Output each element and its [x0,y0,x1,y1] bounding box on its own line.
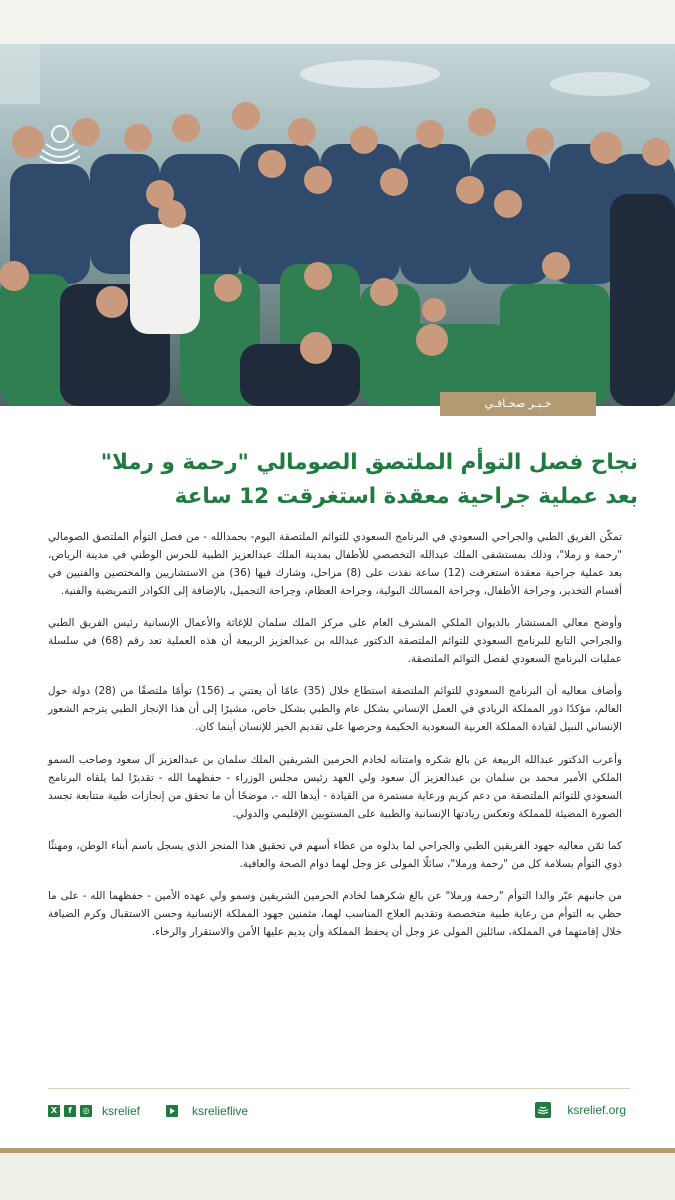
facebook-icon[interactable]: f [64,1105,76,1117]
article-title [40,446,638,514]
website-link[interactable] [535,1102,626,1118]
ksrelief-mark-icon [535,1102,551,1118]
top-band [0,0,675,44]
article-body [48,528,622,955]
title-line-2: بعد عملية جراحية معقدة استغرقت 12 ساعة [174,484,638,509]
press-release-tag: خـبـر صحـافـي [440,392,596,416]
youtube-handle: ksrelieflive [192,1104,249,1118]
paragraph: وأوضح معالي المستشار بالديوان الملكي المشرف العام على مركز الملك سلمان للإغاثة والأعمال الإنسانية رئيس الفريق الطبي والجراحي التابع للبرنامج السعودي للتوائم الملتصقة الدكتور عبدالله بن عبدالعزيز الربيعة أن هذه العملية تعد رقم (68) في سلسلة عمليات البرنامج السعودي لفصل التوائم الملتصقة. [48,617,623,666]
x-icon[interactable]: X [48,1105,60,1117]
bottom-band [0,1153,675,1200]
team-photo [0,44,675,406]
paragraph: تمكّن الفريق الطبي والجراحي السعودي في البرنامج السعودي للتوائم الملتصقة اليوم- بحمدالله - من فصل التوأم الملتصق الصومالي "رحمة و رملا"، وذلك بمستشفى الملك عبدالله التخصصي للأطفال بمدينة الملك عبدالعزيز الطبية للحرس الوطني في مدينة الرياض، بعد عملية جراحية معقدة استغرقت (12) ساعة نفذت على (8) مراحل، وشارك فيها (36) من الاستشاريين والمختصين والفنيين في أقسام التخدير، وجراحة الأطفال، وجراحة المسالك البولية، وجراحة العظام، وجراحة التجميل، بالإضافة إلى الكوادر التمريضية والفنية. [48,531,622,597]
youtube-icon [166,1105,178,1117]
ksrelief-logo [32,116,88,180]
website-url: ksrelief.org [567,1103,626,1117]
youtube-link[interactable] [166,1104,248,1118]
instagram-icon[interactable]: ◎ [80,1105,92,1117]
paragraph: كما ثمّن معاليه جهود الفريقين الطبي والجراحي لما بذلوه من عطاء أسهم في تحقيق هذا المنجز الذي يسجل باسم أبناء الوطن، ومهنئًا ذوي التوأم بسلامة كل من "رحمة ورملا"، سائلًا المولى عز وجل لهما دوام الصحة والعافية. [48,839,622,870]
title-line-1: نجاح فصل التوأم الملتصق الصومالي "رحمة و رملا" [100,450,638,475]
social-links [48,1104,140,1118]
paragraph: وأضاف معاليه أن البرنامج السعودي للتوائم الملتصقة استطاع خلال (35) عامًا أن يعتني بـ (156) توأمًا ملتصقًا من (28) دولة حول العالم، مؤكدًا دور المملكة الريادي في العمل الإنساني بشكل عام والطبي بشكل خاص، مشيرًا إلى أن هذا الإنجاز الطبي يترجم الشعور الإنساني النبيل لقيادة المملكة العربية السعودية الحكيمة وحرصها على تقديم الخير للإنسان أينما كان. [48,685,623,734]
paragraph: من جانبهم عبّر والدا التوأم "رحمة ورملا" عن بالغ شكرهما لخادم الحرمين الشريفين وسمو ولي عهده الأمين - حفظهما الله - على ما حظي به التوأم من رعاية طبية متخصصة وتقديم العلاج المناسب لهما، مثمنين جهود المملكة الإنسانية وحسن الاستقبال وكرم الضيافة خلال إقامتهما في المملكة، سائلين المولى عز وجل أن يحفظ المملكة وأن يديم عليها الأمن والاستقرار والرخاء. [48,889,622,938]
footer [48,1100,630,1124]
social-handle[interactable]: ksrelief [102,1104,141,1118]
paragraph: وأعرب الدكتور عبدالله الربيعة عن بالغ شكره وامتنانه لخادم الحرمين الشريفين الملك سلمان بن عبدالعزيز آل سعود وصاحب السمو الملكي الأمير محمد بن سلمان بن عبدالعزيز آل سعود ولي العهد رئيس مجلس الوزراء - حفظهما الله - تقديرًا لما يلقاه البرنامج السعودي للتوائم الملتصقة من دعم كريم ورعاية مستمرة من القيادة - أيدها الله -، موضحًا أن ما تحقق من إنجازات طبية متتابعة تجسد الصورة المضيئة للمملكة وتعكس ريادتها الإنسانية والطبية على المستويين الإقليمي والدولي. [48,753,622,820]
team-photo-illustration [0,44,675,406]
footer-divider [48,1088,630,1089]
